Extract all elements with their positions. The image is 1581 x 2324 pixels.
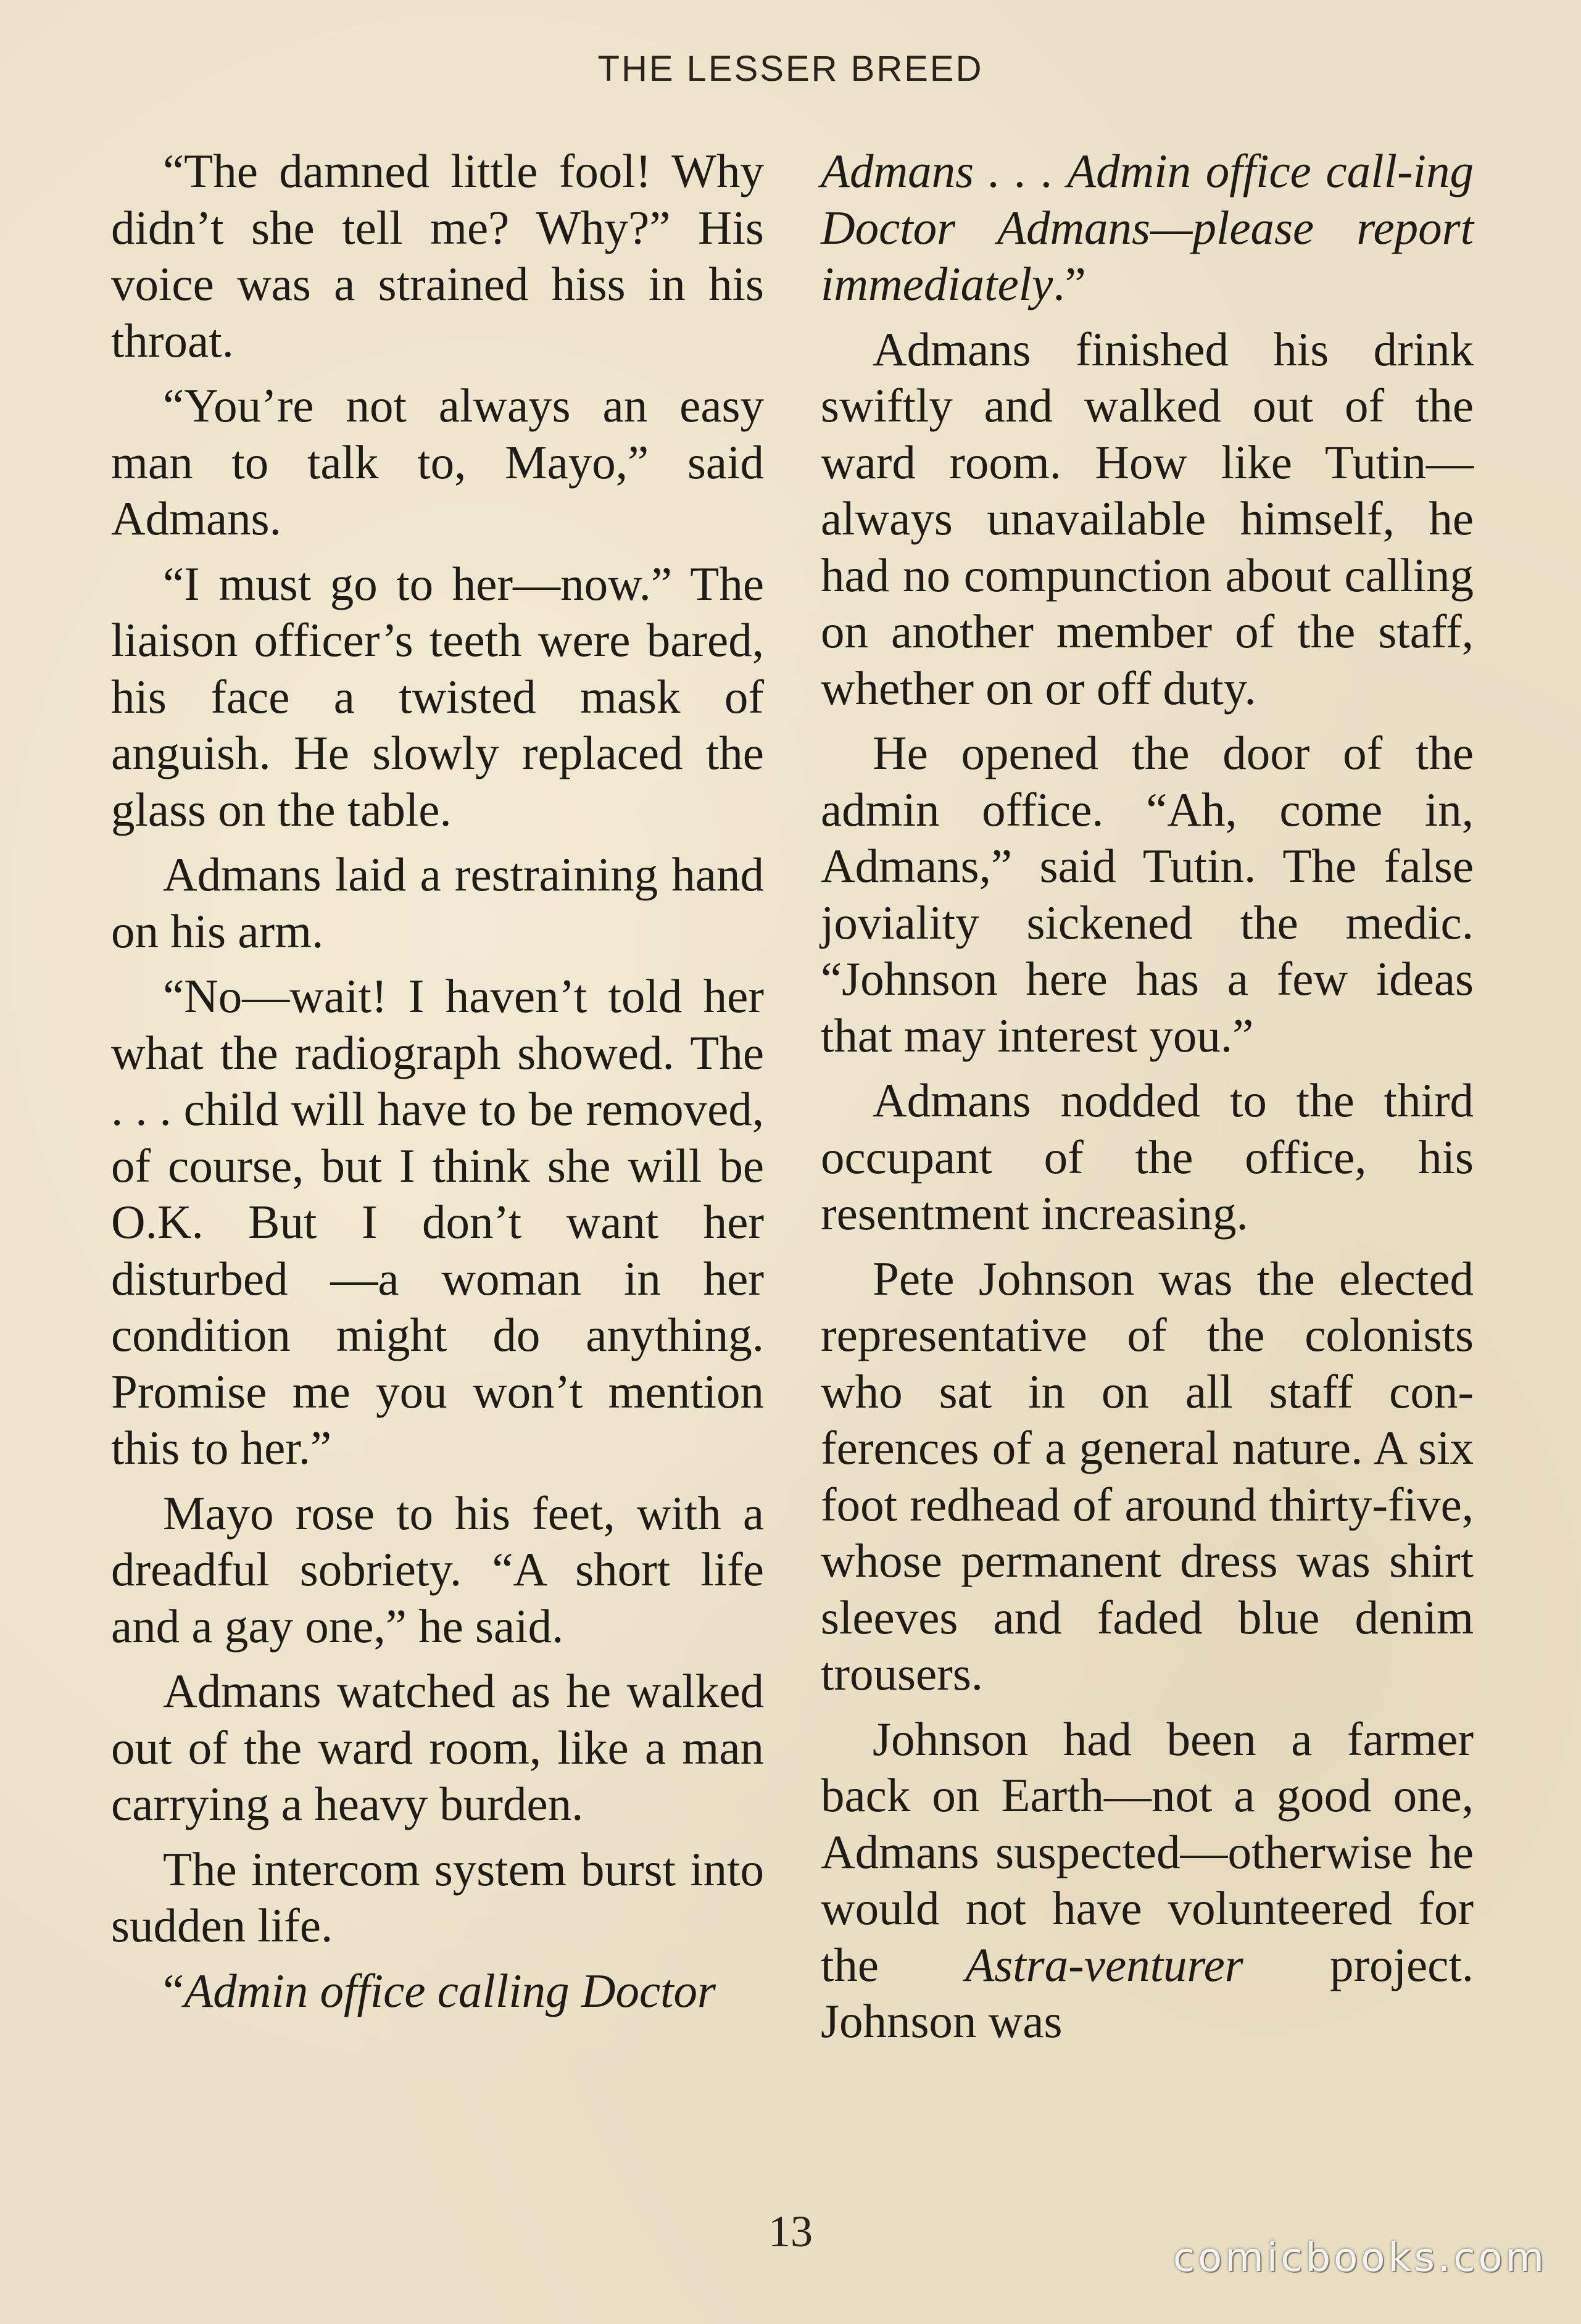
open-quote: “ — [163, 1964, 185, 2017]
paragraph: Mayo rose to his feet, with a dreadful sobriety. “A short life and a gay one,” he said. — [111, 1486, 764, 1653]
paragraph: He opened the door of the admin office. “Ah, come in, Admans,” said Tutin. The false joviality sickened the medic. “Johnson here has a few ideas that may interest you.” — [821, 726, 1474, 1062]
watermark: comicbooks.com — [1172, 2235, 1547, 2281]
page-number: 13 — [768, 2207, 813, 2256]
italic-dialogue: Admin office calling Doctor — [184, 1964, 716, 2017]
paragraph: “No—wait! I haven’t told her what the radiograph showed. The . . . child will have to be removed, of course, but I think she will be O.K. But I don’t want her disturbed —a woman in her condition might do anything. Promise me you won’t mention this to her.” — [111, 969, 764, 1474]
paragraph: Admans watched as he walked out of the ward room, like a man carrying a heavy burden. — [111, 1664, 764, 1830]
paragraph: The intercom system burst into sudden life. — [111, 1842, 764, 1952]
paragraph: Admans laid a restraining hand on his arm. — [111, 848, 764, 958]
paragraph: “The damned little fool! Why didn’t she tell me? Why?” His voice was a strained hiss in his throat. — [111, 144, 764, 367]
paragraph: “You’re not always an easy man to talk to, Mayo,” said Admans. — [111, 379, 764, 545]
italic-dialogue: Admans . . . Admin office call-ing Doctor Admans—please report immediately — [821, 144, 1474, 310]
paragraph — [821, 143, 1474, 313]
paragraph — [821, 1711, 1474, 2050]
paragraph: Pete Johnson was the elected representative of the colonists who sat in on all staff con-ferences of a general nature. A six foot redhead of around thirty-five, whose permanent dress was shirt sleeves and faded blue denim trousers. — [821, 1251, 1474, 1700]
paragraph — [111, 1963, 764, 2020]
paragraph-text: Johnson had been a farmer back on Earth—not a good one, Admans suspected—otherwise he would not have volunteered for the — [821, 1712, 1474, 1991]
running-head: THE LESSER BREED — [597, 49, 984, 89]
left-column — [111, 143, 764, 2028]
paragraph: Admans nodded to the third occupant of the office, his resentment increasing. — [821, 1074, 1474, 1240]
paragraph: Admans finished his drink swiftly and walked out of the ward room. How like Tutin—always unavailable himself, he had no compunction about calling on another member of the staff, whether on or off duty. — [821, 322, 1474, 715]
close-quote: .” — [1053, 257, 1086, 310]
paragraph: “I must go to her—now.” The liaison officer’s teeth were bared, his face a twisted mask of anguish. He slowly replaced the glass on the table. — [111, 557, 764, 836]
paragraph-text: project. Johnson was — [821, 1938, 1474, 2048]
italic-ship-name: Astra-venturer — [965, 1938, 1243, 1991]
right-column — [821, 143, 1474, 2059]
